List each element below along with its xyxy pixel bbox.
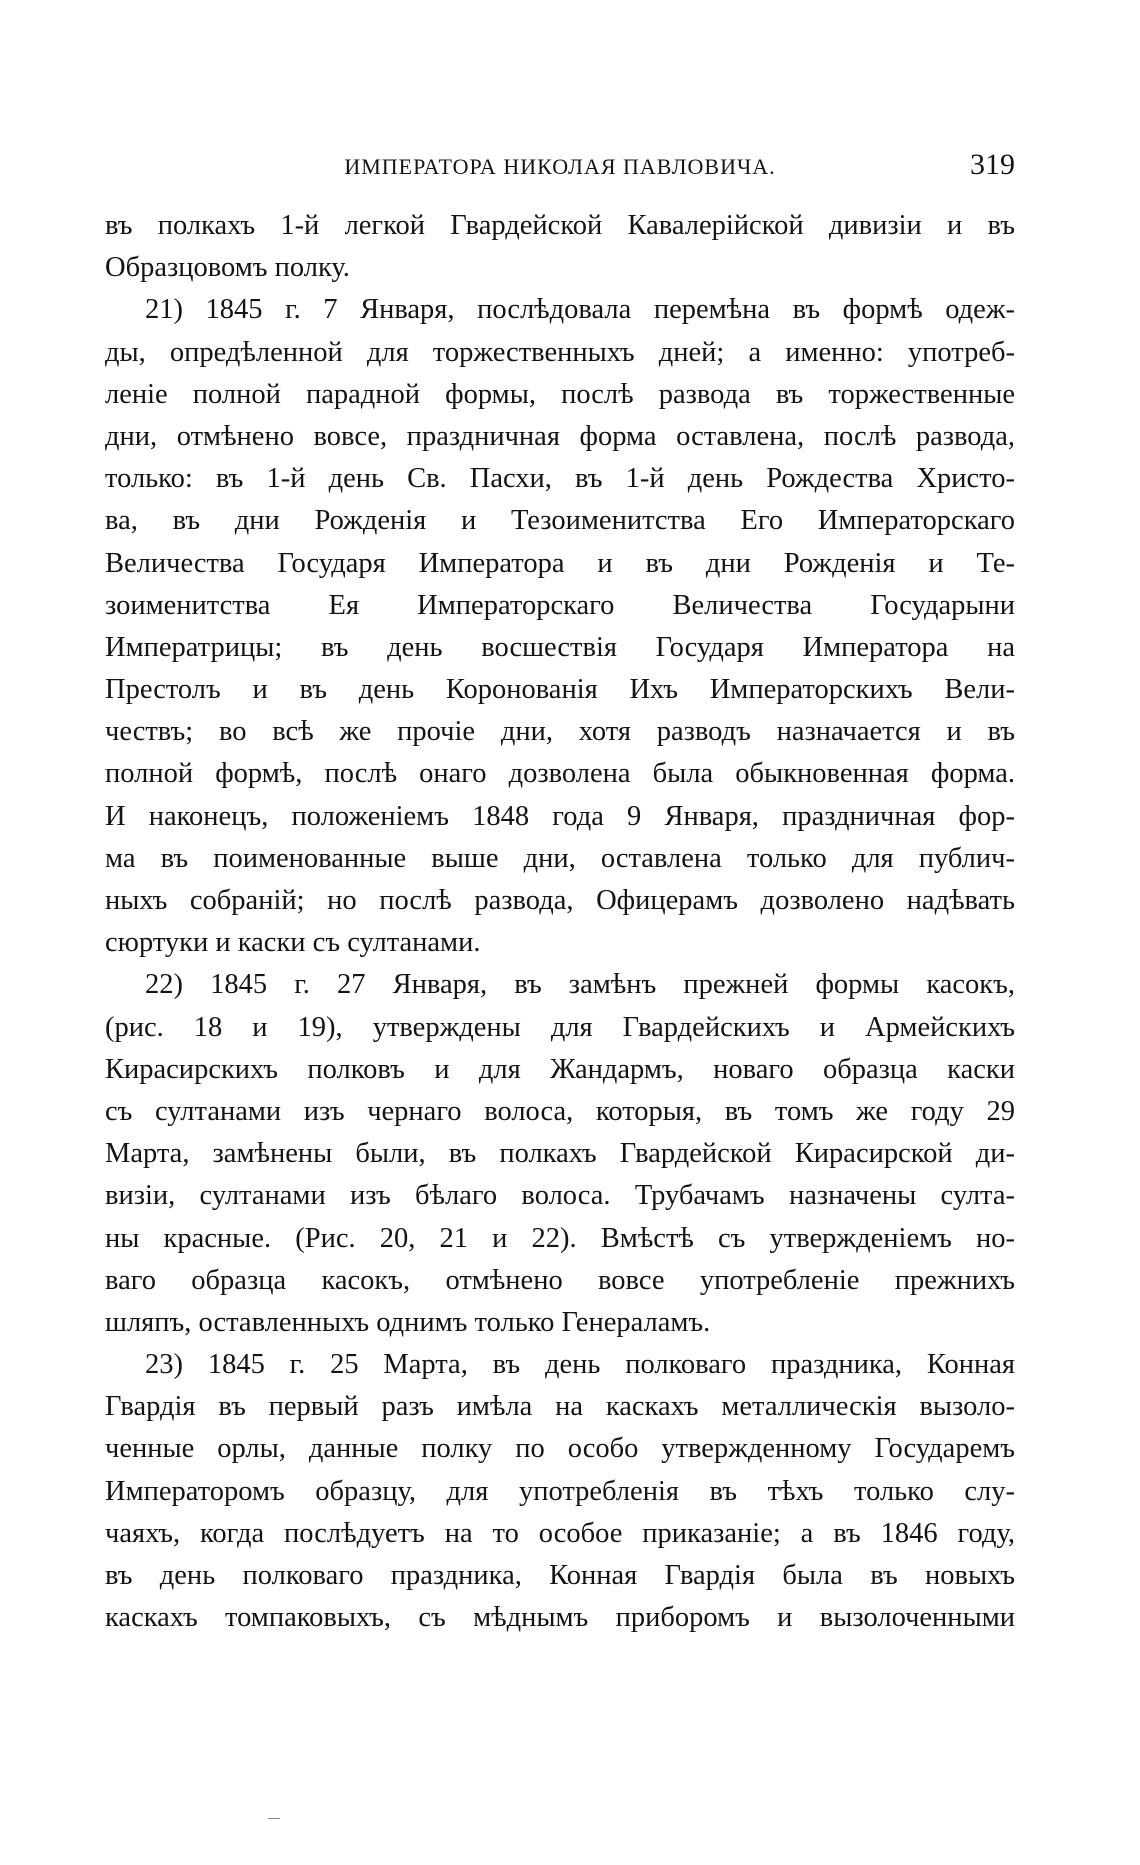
- text-line: въ полкахъ 1-й легкой Гвардейской Кавалерійской дивизіи и въ: [105, 210, 1015, 241]
- text-line: дни, отмѣнено вовсе, праздничная форма оставлена, послѣ развода,: [105, 420, 1015, 452]
- text-line: ва, въ дни Рожденія и Тезоименитства Его Императорскаго: [105, 505, 1015, 537]
- text-line: шляпъ, оставленныхъ однимъ только Генераламъ.: [105, 1306, 711, 1338]
- text-line: съ султанами изъ чернаго волоса, которыя, въ томъ же году 29: [105, 1095, 1015, 1127]
- text-line: Образцовомъ полку.: [105, 252, 350, 284]
- text-line: ма въ поименованные выше дни, оставлена только для публич-: [105, 842, 1015, 874]
- text-line: 23) 1845 г. 25 Марта, въ день полковаго праздника, Конная: [145, 1349, 1015, 1381]
- text-line: Кирасирскихъ полковъ и для Жандармъ, новаго образца каски: [105, 1053, 1015, 1085]
- text-line: только: въ 1-й день Св. Пасхи, въ 1-й день Рождества Христо-: [105, 463, 1015, 495]
- text-line: (рис. 18 и 19), утверждены для Гвардейскихъ и Армейскихъ: [105, 1011, 1015, 1043]
- text-line: И наконецъ, положеніемъ 1848 года 9 Января, праздничная фор-: [105, 800, 1015, 832]
- text-line: ны красные. (Рис. 20, 21 и 22). Вмѣстѣ съ утвержденіемъ но-: [105, 1222, 1015, 1254]
- text-line: леніе полной парадной формы, послѣ развода въ торжественные: [105, 378, 1015, 410]
- text-line: ваго образца касокъ, отмѣнено вовсе употребленіе прежнихъ: [105, 1264, 1015, 1296]
- text-line: каскахъ томпаковыхъ, съ мѣднымъ приборомъ и вызолоченными: [105, 1602, 1015, 1634]
- text-line: въ день полковаго праздника, Конная Гвардія была въ новыхъ: [105, 1560, 1015, 1591]
- scan-mark: [268, 1818, 280, 1819]
- text-line: ченные орлы, данные полку по особо утвержденному Государемъ: [105, 1433, 1015, 1465]
- running-title: ИМПЕРАТОРА НИКОЛАЯ ПАВЛОВИЧА.: [344, 154, 776, 179]
- text-line: Престолъ и въ день Коронованія Ихъ Императорскихъ Вели-: [105, 674, 1015, 706]
- text-line: чествъ; во всѣ же прочіе дни, хотя разводъ назначается и въ: [105, 716, 1015, 748]
- text-line: чаяхъ, когда послѣдуетъ на то особое приказаніе; а въ 1846 году,: [105, 1517, 1015, 1549]
- text-line: 21) 1845 г. 7 Января, послѣдовала перемѣна въ формѣ одеж-: [145, 294, 1015, 326]
- text-line: полной формѣ, послѣ онаго дозволена была обыкновенная форма.: [105, 758, 1015, 790]
- text-line: визіи, султанами изъ бѣлаго волоса. Трубачамъ назначены султа-: [105, 1180, 1015, 1212]
- text-line: ныхъ собраній; но послѣ развода, Офицерамъ дозволено надѣвать: [105, 885, 1015, 916]
- text-line: зоименитства Ея Императорскаго Величества Государыни: [105, 589, 1015, 621]
- text-line: 22) 1845 г. 27 Января, въ замѣнъ прежней формы касокъ,: [145, 969, 1015, 1001]
- body-text: [105, 205, 1015, 1639]
- text-line: Императрицы; въ день восшествія Государя Императора на: [105, 631, 1015, 663]
- text-line: ды, опредѣленной для торжественныхъ дней; а именно: употреб-: [105, 336, 1015, 368]
- text-line: сюртуки и каски съ султанами.: [105, 927, 481, 959]
- page-number: 319: [970, 148, 1015, 181]
- text-line: Гвардія въ первый разъ имѣла на каскахъ металлическія вызоло-: [105, 1391, 1015, 1423]
- text-line: Императоромъ образцу, для употребленія въ тѣхъ только слу-: [105, 1475, 1015, 1507]
- text-line: Величества Государя Императора и въ дни Рожденія и Те-: [105, 547, 1015, 579]
- running-head: [105, 150, 1015, 190]
- text-line: Марта, замѣнены были, въ полкахъ Гвардейской Кирасирской ди-: [105, 1138, 1015, 1170]
